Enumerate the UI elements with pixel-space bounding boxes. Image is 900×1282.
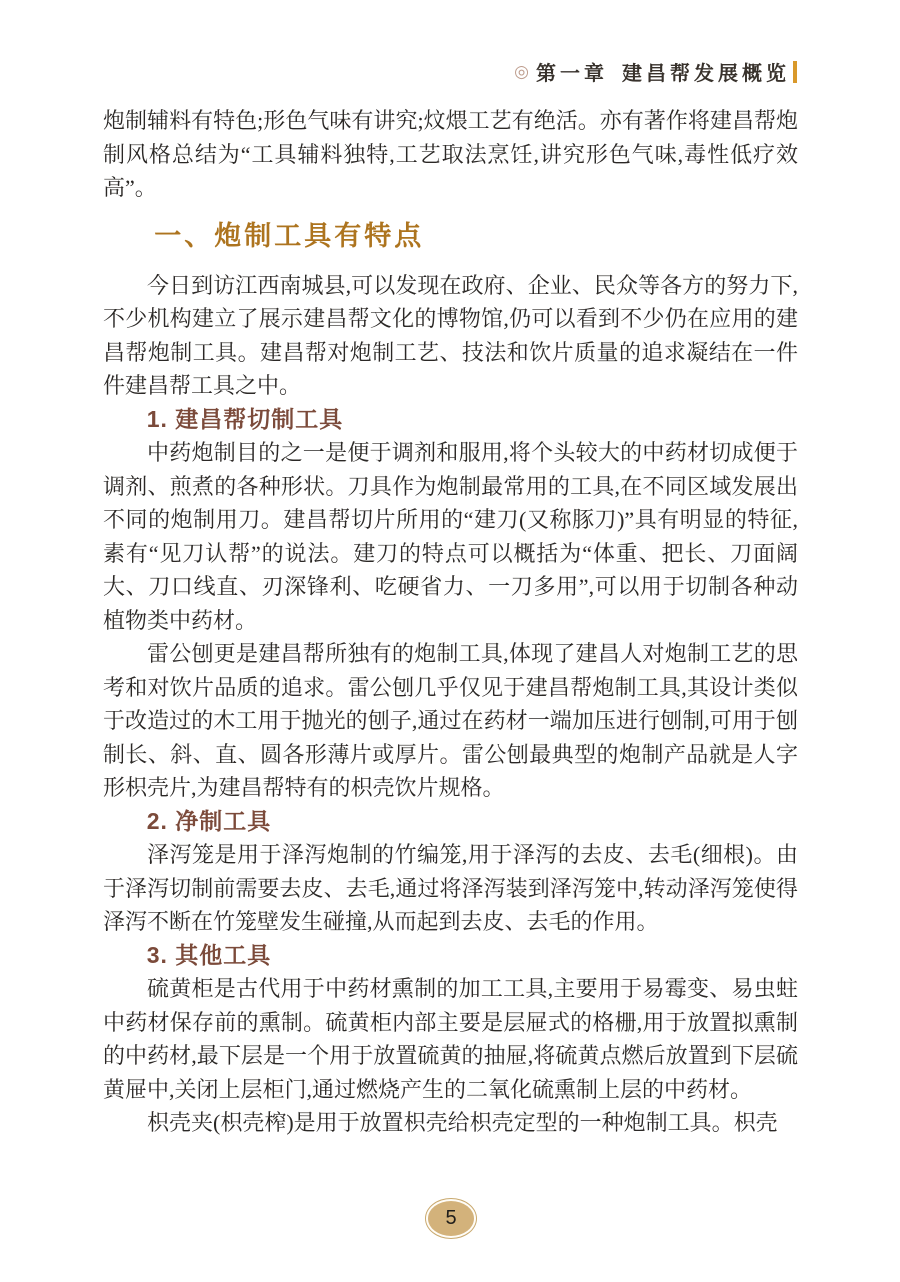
page-number-oval	[428, 1201, 474, 1236]
header-accent-bar	[793, 61, 797, 83]
paragraph-cutting-plane: 雷公刨更是建昌帮所独有的炮制工具,体现了建昌人对炮制工艺的思考和对饮片品质的追求。雷公刨几乎仅见于建昌帮炮制工具,其设计类似于改造过的木工用于抛光的刨子,通过在药材一端加压进行刨制,可用于刨制长、斜、直、圆各形薄片或厚片。雷公刨最典型的炮制产品就是人字形枳壳片,为建昌帮特有的枳壳饮片规格。	[103, 641, 798, 800]
subheading-cutting-tools: 1. 建昌帮切制工具	[146, 405, 344, 432]
paragraph-cutting-knife: 中药炮制目的之一是便于调剂和服用,将个头较大的中药材切成便于调剂、煎煮的各种形状。刀具作为炮制最常用的工具,在不同区域发展出不同的炮制用刀。建昌帮切片所用的“建刀(又称豚刀)”具有明显的特征,素有“见刀认帮”的说法。建刀的特点可以概括为“体重、把长、刀面阔大、刀口线直、刃深锋利、吃硬省力、一刀多用”,可以用于切制各种动植物类中药材。	[103, 440, 798, 633]
paragraph-other-clamp: 枳壳夹(枳壳榨)是用于放置枳壳给枳壳定型的一种炮制工具。枳壳	[147, 1110, 778, 1135]
chapter-marker-icon: ◎	[514, 62, 529, 81]
subheading-cleaning-tools: 2. 净制工具	[146, 807, 272, 834]
page-number: 5	[445, 1207, 457, 1229]
page-body	[103, 104, 798, 1140]
subheading-other-tools: 3. 其他工具	[146, 941, 272, 968]
paragraph-other-sulfur: 硫黄柜是古代用于中药材熏制的加工工具,主要用于易霉变、易虫蛀中药材保存前的熏制。硫黄柜内部主要是层屉式的格栅,用于放置拟熏制的中药材,最下层是一个用于放置硫黄的抽屉,将硫黄点燃后放置到下层硫黄屉中,关闭上层柜门,通过燃烧产生的二氧化硫熏制上层的中药材。	[103, 976, 798, 1102]
chapter-title: 建昌帮发展概览	[622, 63, 790, 85]
paragraph-cleaning: 泽泻笼是用于泽泻炮制的竹编笼,用于泽泻的去皮、去毛(细根)。由于泽泻切制前需要去皮、去毛,通过将泽泻装到泽泻笼中,转动泽泻笼使得泽泻不断在竹笼壁发生碰撞,从而起到去皮、去毛的作用。	[103, 842, 798, 934]
chapter-label: 第一章	[536, 63, 608, 85]
paragraph-overview: 今日到访江西南城县,可以发现在政府、企业、民众等各方的努力下,不少机构建立了展示建昌帮文化的博物馆,仍可以看到不少仍在应用的建昌帮炮制工具。建昌帮对炮制工艺、技法和饮片质量的追求凝结在一件件建昌帮工具之中。	[103, 272, 798, 398]
running-header	[514, 57, 797, 86]
paragraph-intro: 炮制辅料有特色;形色气味有讲究;炆煨工艺有绝活。亦有著作将建昌帮炮制风格总结为“工具辅料独特,工艺取法烹饪,讲究形色气味,毒性低疗效高”。	[103, 108, 798, 200]
section-heading: 一、炮制工具有特点	[154, 220, 425, 251]
page-number-badge	[425, 1198, 477, 1239]
